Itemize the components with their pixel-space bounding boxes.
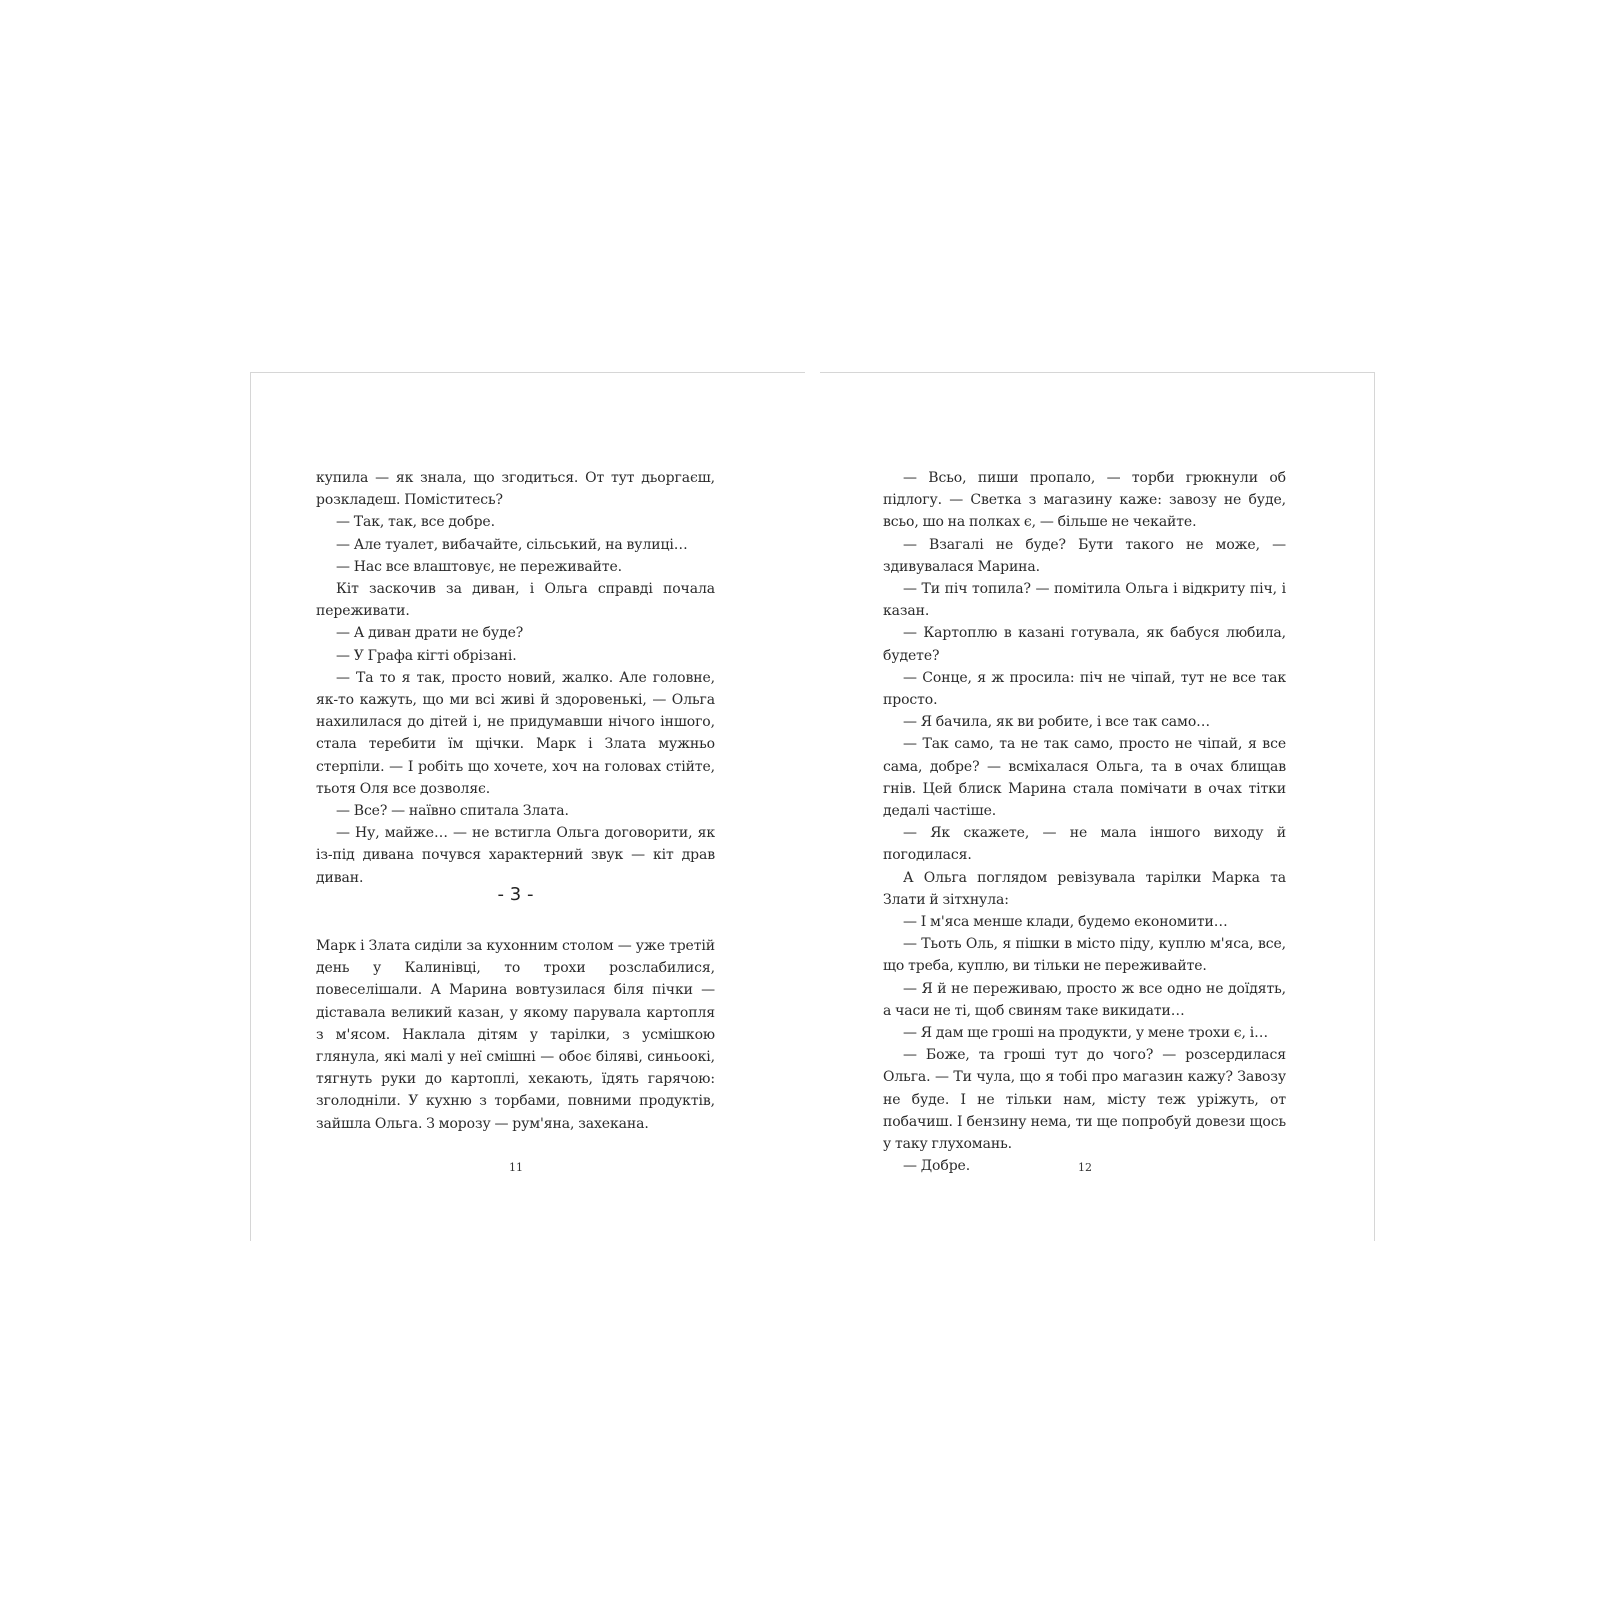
chapter-heading: - 3 - <box>497 884 534 905</box>
paragraph: Кіт заскочив за диван, і Ольга справді почала переживати. <box>316 581 715 620</box>
page-number: 11 <box>509 1161 523 1174</box>
paragraph: купила — як знала, що згодиться. От тут дьоргаєш, розкладеш. Поміститесь? <box>316 470 715 509</box>
paragraph: — І м'яса менше клади, будемо економити… <box>903 914 1228 931</box>
paragraph: — Картоплю в казані готувала, як бабуся любила, будете? <box>883 625 1286 664</box>
page-number: 12 <box>1078 1161 1092 1174</box>
paragraph: — Так само, та не так само, просто не чіпай, я все сама, добре? — всміхалася Ольга, та в очах блищав гнів. Цей блиск Марина стала помічати в очах тітки дедалі частіше. <box>883 736 1286 820</box>
paragraph: — Та то я так, просто новий, жалко. Але головне, як-то кажуть, що ми всі живі й здоровенькі, — Ольга нахилилася до дітей і, не придумавши нічого іншого, стала теребити їм щічки. Марк і Злата мужньо стерпіли. — І робіть що хочете, хоч на головах стійте, тьотя Оля все дозволяє. <box>316 669 715 797</box>
paragraph: — Ти піч топила? — помітила Ольга і відкриту піч, і казан. <box>883 581 1286 620</box>
left-page-text-bottom <box>316 935 715 1135</box>
paragraph: — Боже, та гроші тут до чого? — розсердилася Ольга. — Ти чула, що я тобі про магазин кажу? Завозу не буде. І не тільки нам, місту теж уріжуть, от побачиш. І бензину нема, ти ще попробуй довези щось у таку глухомань. <box>883 1047 1286 1153</box>
paragraph: — Ну, майже… — не встигла Ольга договорити, як із-під дивана почувся характерний звук — кіт драв диван. <box>316 825 715 886</box>
paragraph: А Ольга поглядом ревізувала тарілки Марка та Злати й зітхнула: <box>883 869 1286 908</box>
left-page-text-top <box>316 467 715 889</box>
paragraph: — У Графа кігті обрізані. <box>336 647 517 664</box>
paragraph: — Взагалі не буде? Бути такого не може, — здивувалася Марина. <box>883 536 1286 575</box>
right-page-text <box>883 467 1286 1178</box>
paragraph: — Все? — наївно спитала Злата. <box>336 803 569 820</box>
paragraph: — Як скажете, — не мала іншого виходу й погодилася. <box>883 825 1286 864</box>
paragraph: — Добре. <box>903 1158 971 1175</box>
paragraph: — Я й не переживаю, просто ж все одно не доїдять, а часи не ті, щоб свиням таке викидати… <box>883 980 1286 1019</box>
paragraph: Марк і Злата сиділи за кухонним столом — уже третій день у Калинівці, то трохи розслабилися, повеселішали. А Марина вовтузилася біля пічки — діставала великий казан, у якому парувала картопля з м'ясом. Наклала дітям у тарілки, з усмішкою глянула, які малі у неї смішні — обоє біляві, синьоокі, тягнуть руки до картоплі, хекають, їдять гарячою: зголодніли. У кухню з торбами, повними продуктів, зайшла Ольга. З морозу — рум'яна, захекана. <box>316 938 715 1132</box>
paragraph: — Нас все влаштовує, не переживайте. <box>336 558 623 575</box>
paragraph: — Всьо, пиши пропало, — торби грюкнули об підлогу. — Светка з магазину каже: завозу не буде, всьо, шо на полках є, — більше не чекайте. <box>883 470 1286 531</box>
paragraph: — Я дам ще гроші на продукти, у мене трохи є, і… <box>903 1025 1269 1042</box>
paragraph: — Так, так, все добре. <box>336 514 495 531</box>
paragraph: — Тьоть Оль, я пішки в місто піду, куплю м'яса, все, що треба, куплю, ви тільки не переживайте. <box>883 936 1286 975</box>
paragraph: — А диван драти не буде? <box>336 625 524 642</box>
right-page <box>820 372 1375 1241</box>
paragraph: — Сонце, я ж просила: піч не чіпай, тут не все так просто. <box>883 669 1286 709</box>
paragraph: — Але туалет, вибачайте, сільський, на вулиці… <box>336 536 688 553</box>
left-page <box>250 372 805 1241</box>
paragraph: — Я бачила, як ви робите, і все так само… <box>903 714 1211 731</box>
